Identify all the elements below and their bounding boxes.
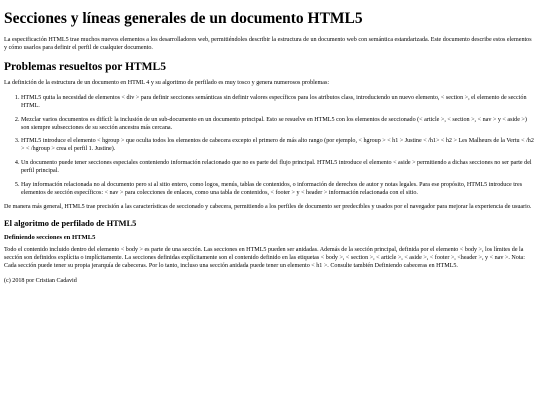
section-heading-algorithm: El algoritmo de perfilado de HTML5 — [4, 218, 137, 228]
defining-sections-paragraph: Todo el contenido incluido dentro del elemento < body > es parte de una sección. Las secciones en HTML5 pueden ser anidadas. Además de la sección principal, definida por el elemento < body >, los límites de la sección son definidos explícita o implícitamente. La secciones definidas explícitamente son el contenido definido en las etiquetas < body >, < section >, < article >, < aside >, < footer >, <header >, y < nav >. Nota: Cada sección puede tener su propia jerarquía de cabeceras. Por lo tanto, incluso una sección anidada puede tener un elemento < h1 >. Consulte también Definiendo cabeceras en HTML5. — [4, 246, 525, 269]
list-item: 3. HTML5 introduce el elemento < hgroup > que oculta todos los elementos de cabecera excepto el primero de más alto rango (por ejemplo, < hgroup > < h1 > Justine < /h1> < h2 > Les Malheurs de la Vertu < /h2 > < /hgroup > crea el perfil 1. Justine). — [21, 138, 536, 154]
list-item: 4. Un documento puede tener secciones especiales conteniendo información relacionado que no es parte del flujo principal. HTML5 introduce el elemento < aside > permitiendo a dichas secciones no ser parte del perfil principal. — [21, 160, 536, 176]
page-title: Secciones y líneas generales de un documento HTML5 — [4, 10, 363, 27]
section-heading-problems: Problemas resueltos por HTML5 — [4, 60, 166, 73]
problems-lead-paragraph: La definición de la estructura de un documento en HTML 4 y su algoritmo de perfilado es muy tosco y genera numerosos problemas: — [4, 79, 330, 86]
problems-list — [4, 95, 536, 198]
problems-conclusion-paragraph: De manera más general, HTML5 trae precisión a las características de seccionado y cabecera, permitiendo a los perfiles de documento ser predecibles y usados por el navegador para mejorar la experiencia de usuario. — [4, 204, 532, 211]
list-item: 5. Hay información relacionada no al documento pero si al sitio entero, como logos, menús, tablas de contenidos, o información de derechos de autor y notas legales. Para ese propósito, HTML5 introduce tres elementos de sección específicos: < nav > para colecciones de enlaces, como una tabla de contenidos, < footer > y < header > información relacionada con el sitio. — [21, 182, 536, 198]
intro-paragraph: La especificación HTML5 trae muchos nuevos elementos a los desarrolladores web, permitiéndoles describir la estructura de un documento web con semántica estandarizada. Este documento describe estos elementos y cómo usarlos para definir el perfil de cualquier documento. — [4, 36, 532, 51]
document-page — [0, 10, 540, 286]
list-item: 1. HTML5 quita la necesidad de elementos < div > para definir secciones semánticas sin definir valores específicos para los atributos class, introduciendo un nuevo elemento, < section >, el elemento de sección HTML. — [21, 95, 536, 111]
subsection-heading-defining-sections: Definiendo secciones en HTML5 — [4, 233, 96, 241]
list-item: 2. Mezclar varios documentos es difícil: la inclusión de un sub-documento en un documento principal. Esto se resuelve en HTML5 con los elementos de seccionado (< article >, < section >, < nav > y < aside >) son siempre subsecciones de su sección ancestra más cercana. — [21, 117, 536, 133]
copyright-footer: (c) 2018 por Cristian Cadavid — [4, 277, 77, 284]
